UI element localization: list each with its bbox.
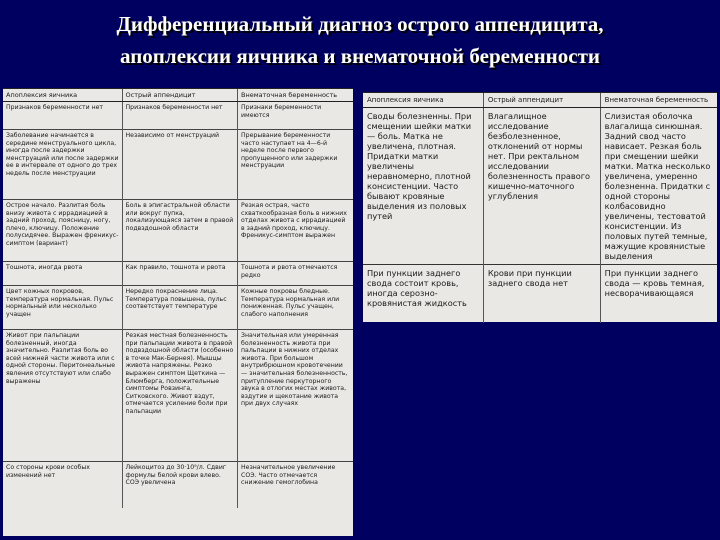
left-cell: Признаков беременности нет	[3, 102, 122, 130]
right-header-apoplexy: Апоплексия яичника	[363, 93, 483, 108]
left-row-pain	[3, 200, 353, 262]
left-cell: Боль в эпигастральной области или вокруг пупка, локализующаяся затем в правой подвздошной области	[122, 200, 238, 262]
left-cell: Цвет кожных покровов, температура нормальная. Пульс нормальный или несколько учащен	[3, 286, 122, 330]
left-cell: Значительная или умеренная болезненность живота при пальпации в нижних отделах живота. При большом внутрибрюшном кровотечении — значительная болезненность, притупление перкуторного звука в отлогих местах живота, вздутие и щекотание живота при двух случаях	[238, 330, 354, 462]
left-cell: Незначительное увеличение СОЭ. Часто отмечается снижение гемоглобина	[238, 462, 354, 508]
slide-title-line-1: Дифференциальный диагноз острого аппендицита,	[116, 12, 604, 36]
left-cell: Резкая местная болезненность при пальпации живота в правой подвздошной области (особенно в точке Мак-Бернея). Мышцы живота напряжены. Резко выражен симптом Щеткина — Блюмберга, положительные симптомы Ровзинга, Ситковского. Живот вздут, отмечается усиление боли при пальпации	[122, 330, 238, 462]
left-row-onset-timing	[3, 130, 353, 200]
slide-title	[0, 8, 720, 72]
right-header-ectopic: Внематочная беременность	[600, 93, 717, 108]
right-row-puncture	[363, 265, 717, 323]
left-cell: Резкая острая, часто схваткообразная боль в нижних отделах живота с иррадиацией в задний проход, ключицу. Френикус-симптом выражен	[238, 200, 354, 262]
left-cell: Острое начало. Разлитая боль внизу живота с иррадиацией в задний проход, поясницу, ногу, плечо, ключицу. Положение полусидячее. Выражен френикус-симптом (вариант)	[3, 200, 122, 262]
left-page-scan	[3, 88, 353, 536]
left-cell: Нередко покраснение лица. Температура повышена, пульс соответствует температуре	[122, 286, 238, 330]
left-cell: Тошнота, иногда рвота	[3, 262, 122, 286]
left-cell: Кожные покровы бледные. Температура нормальная или пониженная. Пульс учащен, слабого наполнения	[238, 286, 354, 330]
right-cell: Своды болезненны. При смещении шейки матки — боль. Матка не увеличена, плотная. Придатки матки увеличены неравномерно, плотной консистенции. Часто бывают кровяные выделения из половых путей	[363, 108, 483, 265]
left-cell: Прерывание беременности часто наступает на 4—6-й неделе после первого пропущенного или задержки менструации	[238, 130, 354, 200]
left-row-nausea	[3, 262, 353, 286]
left-cell: Признаков беременности нет	[122, 102, 238, 130]
right-table-header-row	[363, 93, 717, 108]
slide-title-line-2: апоплексии яичника и внематочной беременности	[119, 44, 601, 68]
left-row-skin-temperature	[3, 286, 353, 330]
right-cell: Крови при пункции заднего свода нет	[483, 265, 600, 323]
left-row-palpation	[3, 330, 353, 462]
right-row-vaginal-exam	[363, 108, 717, 265]
right-comparison-table	[363, 92, 717, 323]
left-table-header-row	[3, 89, 353, 102]
left-cell: Признаки беременности имеются	[238, 102, 354, 130]
left-header-appendicitis: Острый аппендицит	[122, 89, 238, 102]
left-header-apoplexy: Апоплексия яичника	[3, 89, 122, 102]
right-cell: Слизистая оболочка влагалища синюшная. Задний свод часто нависает. Резкая боль при смещении шейки матки. Матка несколько увеличена, умеренно болезненна. Придатки с одной стороны колбасовидно увеличены, тестоватой консистенции. Из половых путей темные, мажущие кровянистые выделения	[600, 108, 717, 265]
left-comparison-table	[3, 88, 353, 508]
right-cell: При пункции заднего свода состоит кровь, иногда серозно-кровянистая жидкость	[363, 265, 483, 323]
left-row-blood	[3, 462, 353, 508]
right-cell: Влагалищное исследование безболезненное, отклонений от нормы нет. При ректальном исследовании болезненность правого кишечно-маточного углубления	[483, 108, 600, 265]
left-header-ectopic: Внематочная беременность	[238, 89, 354, 102]
left-cell: Как правило, тошнота и рвота	[122, 262, 238, 286]
right-page-scan	[363, 92, 717, 322]
left-cell: Со стороны крови особых изменений нет	[3, 462, 122, 508]
right-cell: При пункции заднего свода — кровь темная, несворачивающаяся	[600, 265, 717, 323]
left-row-pregnancy-signs	[3, 102, 353, 130]
left-cell: Тошнота и рвота отмечаются редко	[238, 262, 354, 286]
left-cell: Независимо от менструаций	[122, 130, 238, 200]
left-cell: Заболевание начинается в середине менструального цикла, иногда после задержки менструаций или после задержки ее в интервале от одного до трех недель после менструации	[3, 130, 122, 200]
left-cell: Лейкоцитоз до 30·10⁹/л. Сдвиг формулы белой крови влево. СОЭ увеличена	[122, 462, 238, 508]
right-header-appendicitis: Острый аппендицит	[483, 93, 600, 108]
left-cell: Живот при пальпации болезненный, иногда значительно. Разлитая боль во всей нижней части живота или с одной стороны. Перитонеальные явления отсутствуют или слабо выражены	[3, 330, 122, 462]
